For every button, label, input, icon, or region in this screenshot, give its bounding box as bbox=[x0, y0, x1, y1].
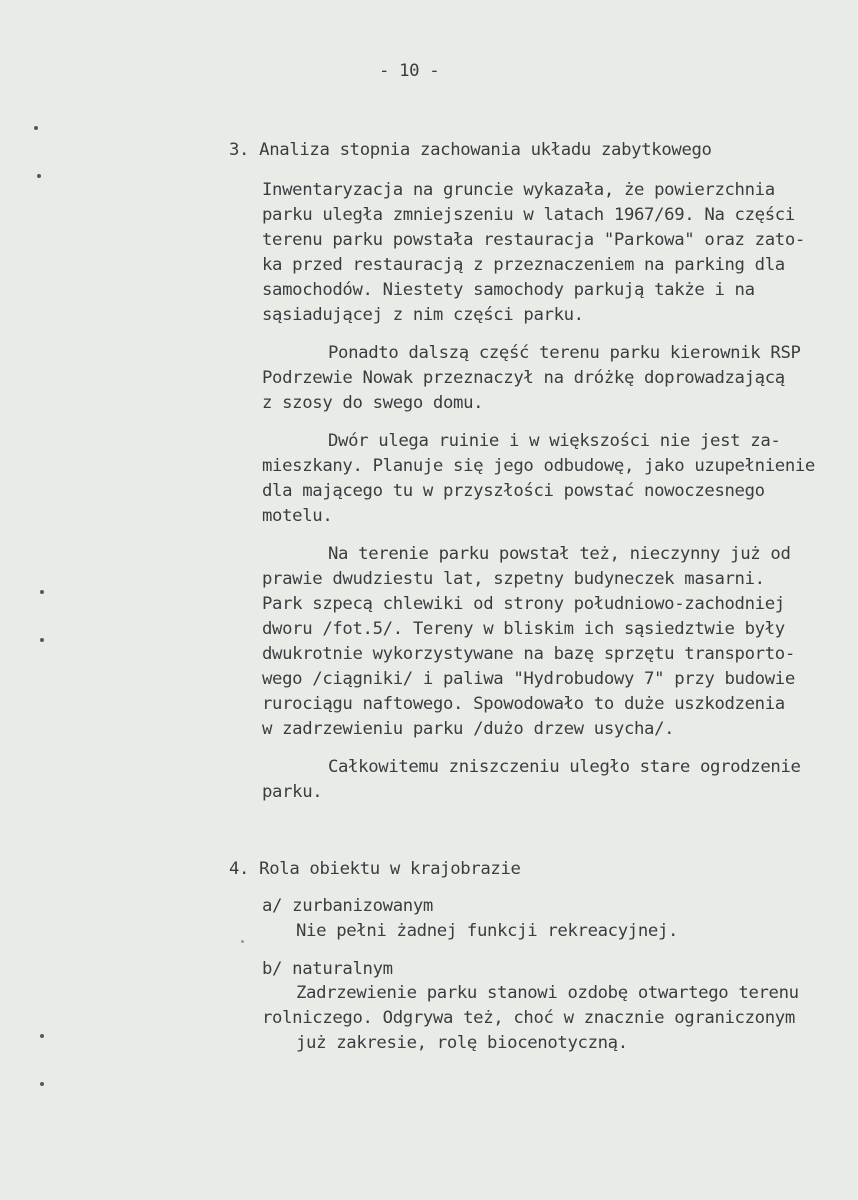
paragraph-line: dwukrotnie wykorzystywane na bazę sprzętu transporto- bbox=[262, 644, 795, 664]
paragraph-line: Dwór ulega ruinie i w większości nie jest za- bbox=[328, 431, 781, 451]
speck-mark bbox=[241, 940, 244, 943]
punch-hole-mark bbox=[40, 638, 44, 642]
paragraph-line: Park szpecą chlewiki od strony południowo-zachodniej bbox=[262, 594, 785, 614]
paragraph-line: Zadrzewienie parku stanowi ozdobę otwartego terenu bbox=[296, 983, 799, 1003]
paragraph-line: rurociągu naftowego. Spowodowało to duże uszkodzenia bbox=[262, 694, 785, 714]
paragraph-line: samochodów. Niestety samochody parkują także i na bbox=[262, 280, 755, 300]
paragraph-line: Na terenie parku powstał też, nieczynny już od bbox=[328, 544, 791, 564]
paragraph-line: wego /ciągniki/ i paliwa "Hydrobudowy 7" przy budowie bbox=[262, 669, 795, 689]
paragraph-line: Całkowitemu zniszczeniu uległo stare ogrodzenie bbox=[328, 757, 801, 777]
punch-hole-mark bbox=[37, 174, 41, 178]
subsection-a-text: Nie pełni żadnej funkcji rekreacyjnej. bbox=[296, 921, 679, 941]
subsection-a-label: a/ zurbanizowanym bbox=[262, 896, 433, 916]
paragraph-line: ka przed restauracją z przeznaczeniem na parking dla bbox=[262, 255, 785, 275]
punch-hole-mark bbox=[34, 126, 38, 130]
paragraph-line: z szosy do swego domu. bbox=[262, 393, 484, 413]
paragraph-line: motelu. bbox=[262, 506, 333, 526]
paragraph-line: Podrzewie Nowak przeznaczył na dróżkę doprowadzającą bbox=[262, 368, 785, 388]
paragraph-line: Ponadto dalszą część terenu parku kierownik RSP bbox=[328, 343, 801, 363]
punch-hole-mark bbox=[40, 1034, 44, 1038]
paragraph-line: sąsiadującej z nim części parku. bbox=[262, 305, 584, 325]
subsection-b-label: b/ naturalnym bbox=[262, 959, 393, 979]
section-4-heading: 4. Rola obiektu w krajobrazie bbox=[229, 859, 521, 879]
punch-hole-mark bbox=[40, 1082, 44, 1086]
paragraph-line: prawie dwudziestu lat, szpetny budyneczek masarni. bbox=[262, 569, 765, 589]
paragraph-line: parku uległa zmniejszeniu w latach 1967/69. Na części bbox=[262, 205, 795, 225]
paragraph-line: terenu parku powstała restauracja "Parkowa" oraz zato- bbox=[262, 230, 805, 250]
paragraph-line: dworu /fot.5/. Tereny w bliskim ich sąsiedztwie były bbox=[262, 619, 785, 639]
paragraph-line: Inwentaryzacja na gruncie wykazała, że powierzchnia bbox=[262, 180, 775, 200]
paragraph-line: mieszkany. Planuje się jego odbudowę, jako uzupełnienie bbox=[262, 456, 815, 476]
paragraph-line: w zadrzewieniu parku /dużo drzew usycha/. bbox=[262, 719, 675, 739]
punch-hole-mark bbox=[40, 590, 44, 594]
paragraph-line: dla mającego tu w przyszłości powstać nowoczesnego bbox=[262, 481, 765, 501]
page-number: - 10 - bbox=[379, 61, 440, 81]
paragraph-line: rolniczego. Odgrywa też, choć w znacznie ograniczonym bbox=[262, 1008, 795, 1028]
paragraph-line: parku. bbox=[262, 782, 323, 802]
paragraph-line: już zakresie, rolę biocenotyczną. bbox=[296, 1033, 628, 1053]
section-3-heading: 3. Analiza stopnia zachowania układu zabytkowego bbox=[229, 140, 712, 160]
